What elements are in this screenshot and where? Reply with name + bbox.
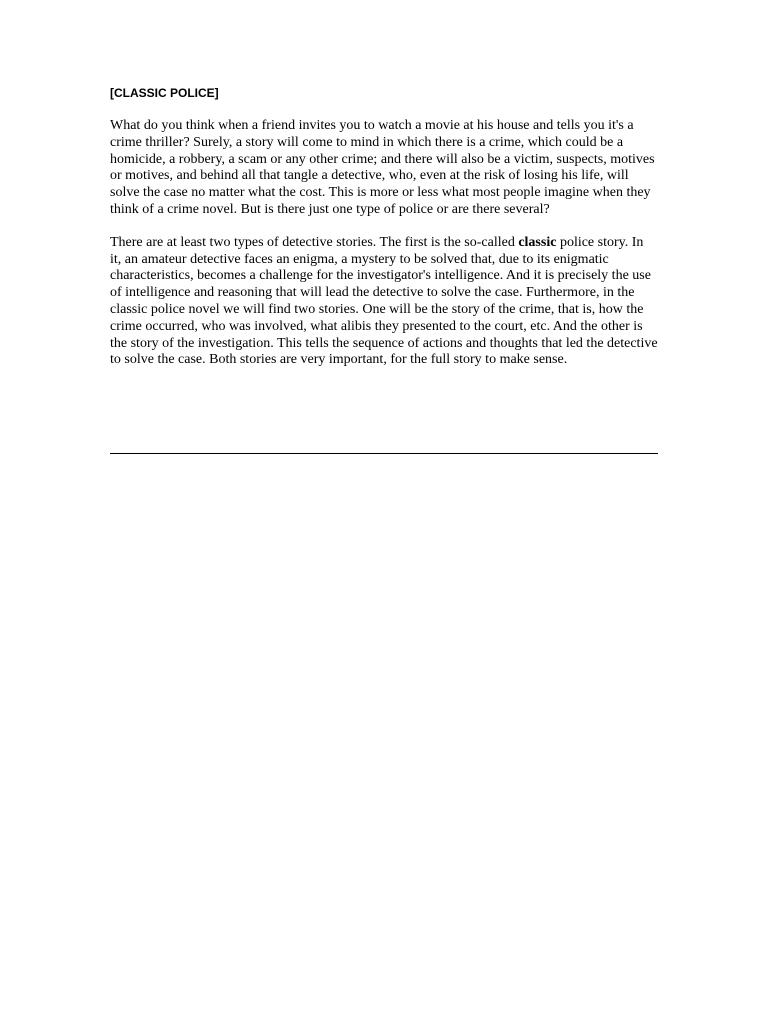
document-body (110, 84, 658, 385)
paragraph-intro-text: What do you think when a friend invites you to watch a movie at his house and tells you it's a crime thriller? Surely, a story will come to mind in which there is a crime, which could be a homicide, a robbery, a scam or any other crime; and there will also be a victim, suspects, motives or motives, and behind all that tangle a detective, who, even at the risk of losing his life, will solve the case no matter what the cost. This is more or less what most people imagine when they think of a crime novel. But is there just one type of police or are there several? (110, 118, 655, 217)
paragraph-classic-text-end: police story. In it, an amateur detective faces an enigma, a mystery to be solved that, due to its enigmatic characteristics, becomes a challenge for the investigator's intelligence. And it is precisely the use of intelligence and reasoning that will lead the detective to solve the case. Furthermore, in the classic police novel we will find two stories. One will be the story of the crime, that is, how the crime occurred, who was involved, what alibis they presented to the court, etc. And the other is the story of the investigation. This tells the sequence of actions and thoughts that led the detective to solve the case. Both stories are very important, for the full story to make sense. (110, 234, 658, 368)
paragraph-intro (110, 118, 658, 219)
section-heading: [CLASSIC POLICE] (110, 86, 219, 100)
horizontal-divider (110, 453, 658, 454)
paragraph-classic (110, 235, 658, 369)
bold-term-classic: classic (518, 234, 557, 250)
paragraph-classic-text-start: There are at least two types of detective stories. The first is the so-called (110, 234, 519, 250)
